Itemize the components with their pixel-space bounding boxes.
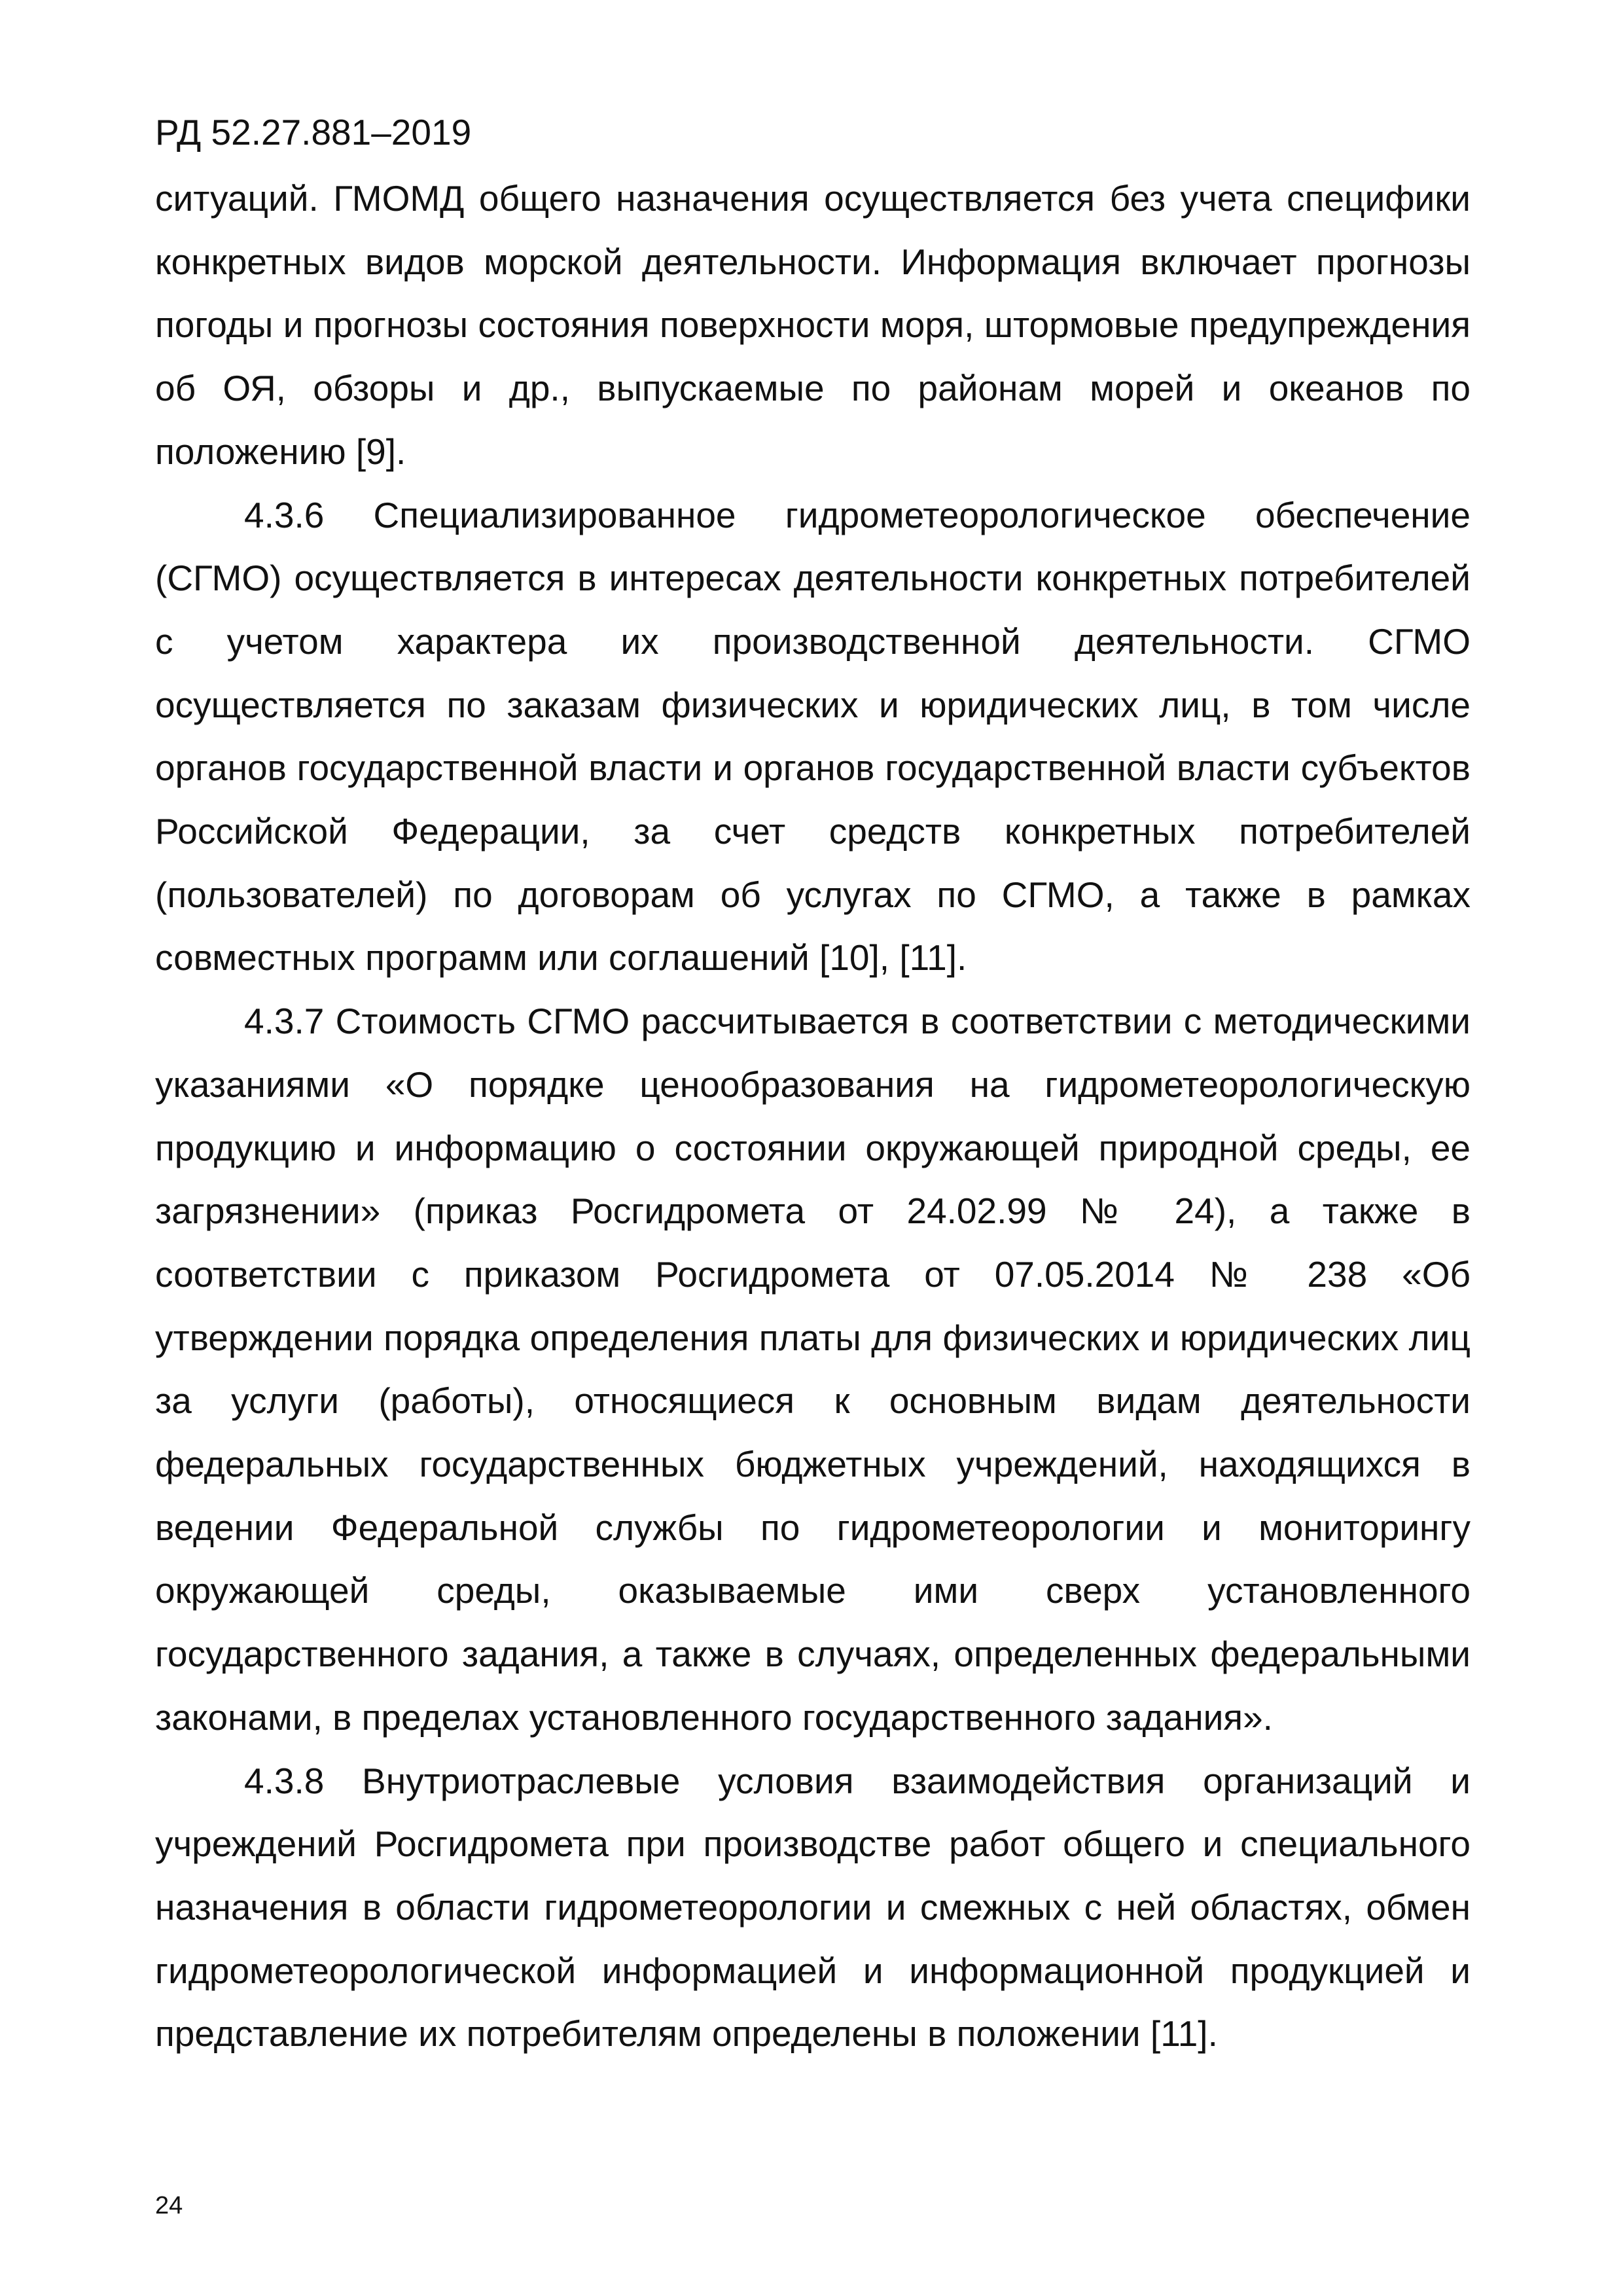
paragraph-4-3-8: 4.3.8 Внутриотраслевые условия взаимодействия организаций и учреждений Росгидромета при производстве работ общего и специального назначения в области гидрометеорологии и смежных с ней областях, обмен гидрометеорологической информацией и информационной продукцией и представление их потребителям определены в положении [11]. <box>155 1760 1471 2054</box>
page-number: 24 <box>155 2192 183 2219</box>
paragraph-4-3-6: 4.3.6 Специализированное гидрометеорологическое обеспечение (СГМО) осуществляется в интересах деятельности конкретных потребителей с учетом характера их производственной деятельности. СГМО осуществляется по заказам физических и юридических лиц, в том числе органов государственной власти и органов государственной власти субъектов Российской Федерации, за счет средств конкретных потребителей (пользователей) по договорам об услугах по СГМО, а также в рамках совместных программ или соглашений [10], [11]. <box>155 494 1471 978</box>
paragraph-4-3-7: 4.3.7 Стоимость СГМО рассчитывается в соответствии с методическими указаниями «О порядке ценообразования на гидрометеорологическую продукцию и информацию о состоянии окружающей природной среды, ее загрязнении» (приказ Росгидромета от 24.02.99 № 24), а также в соответствии с приказом Росгидромета от 07.05.2014 № 238 «Об утверждении порядка определения платы для физических и юридических лиц за услуги (работы), относящиеся к основным видам деятельности федеральных государственных бюджетных учреждений, находящихся в ведении Федеральной службы по гидрометеорологии и мониторингу окружающей среды, оказываемые ими сверх установленного государственного задания, а также в случаях, определенных федеральными законами, в пределах установленного государственного задания». <box>155 1001 1471 1738</box>
paragraph-continuation: ситуаций. ГМОМД общего назначения осуществляется без учета специфики конкретных видов морской деятельности. Информация включает прогнозы погоды и прогнозы состояния поверхности моря, штормовые предупреждения об ОЯ, обзоры и др., выпускаемые по районам морей и океанов по положению [9]. <box>155 178 1471 472</box>
document-code-header: РД 52.27.881–2019 <box>155 112 472 152</box>
document-body <box>155 167 1471 2066</box>
